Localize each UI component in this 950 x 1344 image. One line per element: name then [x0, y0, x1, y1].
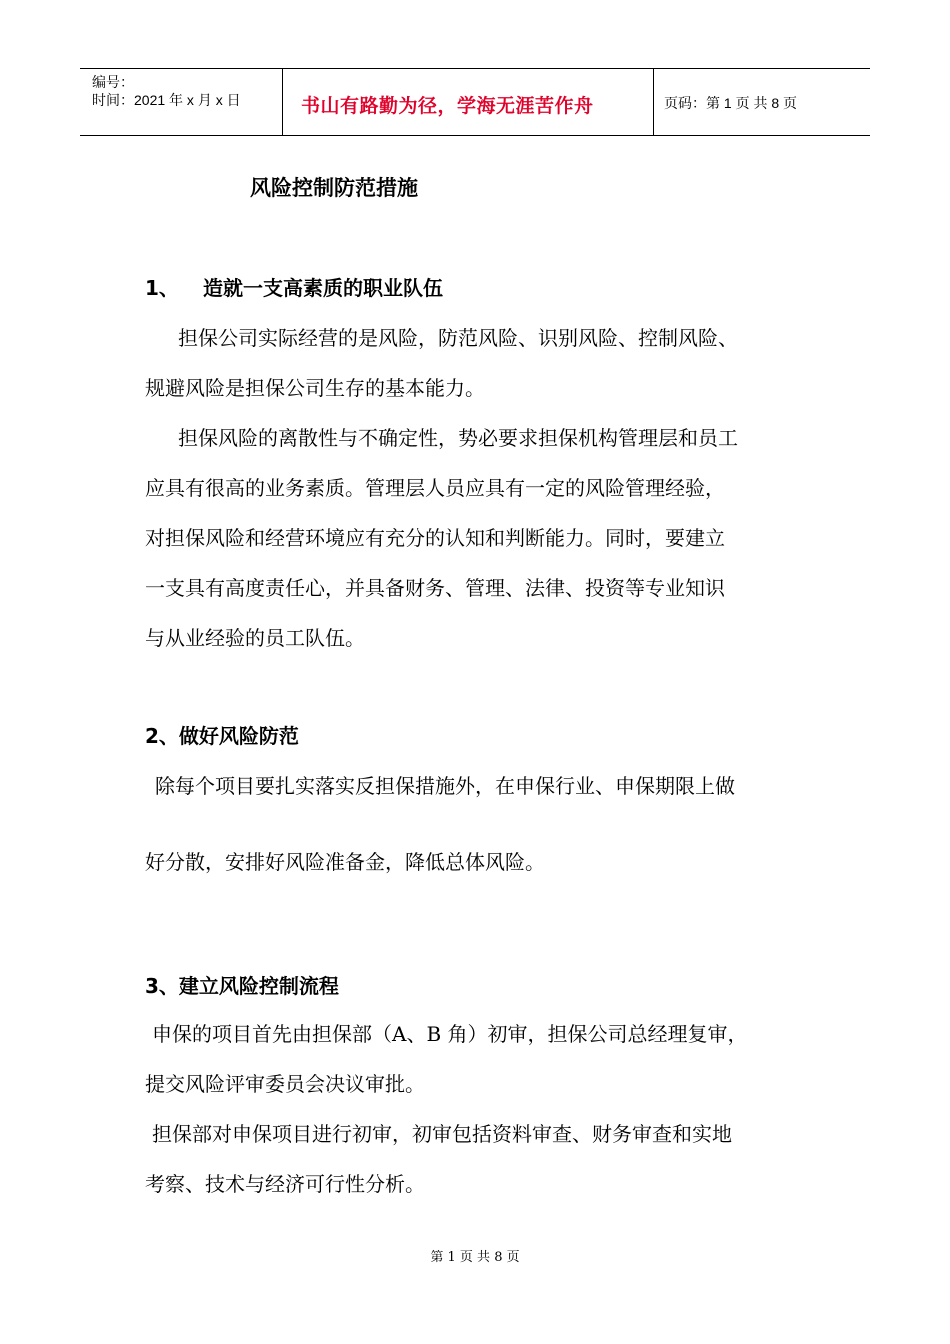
paragraph-line: 一支具有高度责任心，并具备财务、管理、法律、投资等专业知识: [145, 576, 725, 600]
header-motto: 书山有路勤为径，学海无涯苦作舟: [301, 95, 594, 117]
header-info-cell: [80, 69, 282, 135]
section-number: 2、: [145, 724, 179, 748]
section-number: 3、: [145, 974, 179, 998]
serial-number-label: 编号：: [92, 74, 134, 90]
date-label: 时间：2021 年 x 月 x 日: [92, 92, 241, 108]
section-title: 造就一支高素质的职业队伍: [203, 276, 443, 300]
paragraph-line: 好分散，安排好风险准备金，降低总体风险。: [145, 850, 545, 874]
section-title: 做好风险防范: [178, 724, 299, 748]
section-heading: [145, 720, 299, 749]
paragraph-line: 提交风险评审委员会决议审批。: [145, 1072, 425, 1096]
paragraph-line: 考察、技术与经济可行性分析。: [145, 1172, 425, 1196]
paragraph-line: 担保风险的离散性与不确定性，势必要求担保机构管理层和员工: [178, 426, 738, 450]
paragraph-line: 对担保风险和经营环境应有充分的认知和判断能力。同时，要建立: [145, 526, 725, 550]
paragraph-line: 应具有很高的业务素质。管理层人员应具有一定的风险管理经验，: [145, 476, 725, 500]
header-motto-cell: [282, 69, 654, 135]
section-number: 1、: [145, 276, 179, 300]
section-title: 建立风险控制流程: [178, 974, 339, 998]
paragraph-line: 担保公司实际经营的是风险，防范风险、识别风险、控制风险、: [178, 326, 738, 350]
paragraph-line: 与从业经验的员工队伍。: [145, 626, 365, 650]
document-header: [80, 68, 870, 136]
document-title: 风险控制防范措施: [250, 176, 418, 200]
page-footer: 第 1 页 共 8 页: [430, 1250, 520, 1265]
section-heading: [145, 272, 443, 301]
section-heading: [145, 970, 339, 999]
header-page-code: 页码：第 1 页 共 8 页: [664, 95, 798, 111]
header-page-cell: [654, 69, 870, 135]
paragraph-line: 申保的项目首先由担保部（A、B 角）初审，担保公司总经理复审，: [152, 1022, 748, 1046]
paragraph-line: 规避风险是担保公司生存的基本能力。: [145, 376, 485, 400]
paragraph-line: 担保部对申保项目进行初审，初审包括资料审查、财务审查和实地: [152, 1122, 732, 1146]
paragraph-line: 除每个项目要扎实落实反担保措施外，在申保行业、申保期限上做: [155, 774, 735, 798]
